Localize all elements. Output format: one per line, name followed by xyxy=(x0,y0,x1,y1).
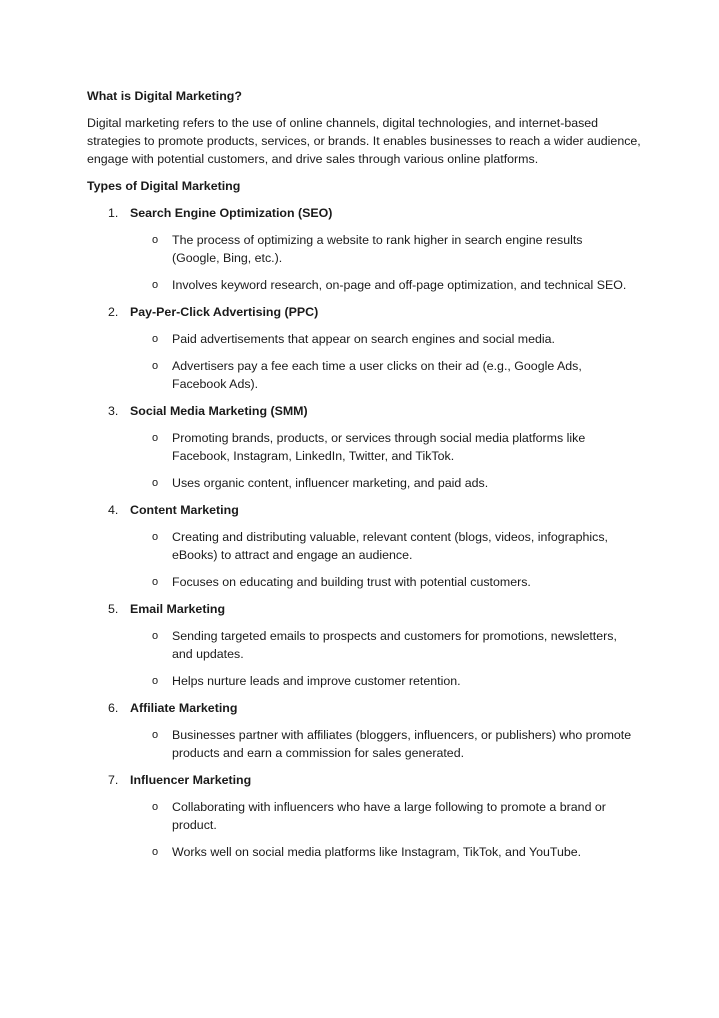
sub-list xyxy=(87,429,647,492)
sub-list-item xyxy=(87,429,647,465)
list-item xyxy=(87,771,647,861)
sub-list-text: Focuses on educating and building trust with potential customers. xyxy=(172,575,531,589)
list-number: 5. xyxy=(108,602,119,616)
types-list xyxy=(87,204,647,861)
sub-list-item xyxy=(87,276,647,294)
list-number: 4. xyxy=(108,503,119,517)
list-item-heading xyxy=(108,699,647,717)
sub-list xyxy=(87,798,647,861)
circle-bullet-icon: o xyxy=(152,234,159,246)
sub-list-item xyxy=(87,528,647,564)
sub-list-item xyxy=(87,474,647,492)
list-item-heading xyxy=(108,771,647,789)
circle-bullet-icon: o xyxy=(152,333,159,345)
sub-list-item xyxy=(87,573,647,591)
sub-list-text: The process of optimizing a website to rank higher in search engine results (Google, Bing, etc.). xyxy=(172,233,583,265)
sub-list-text: Helps nurture leads and improve customer retention. xyxy=(172,674,461,688)
list-number: 7. xyxy=(108,773,119,787)
list-item xyxy=(87,204,647,294)
list-item-title: Search Engine Optimization (SEO) xyxy=(130,206,333,220)
list-item-heading xyxy=(108,204,647,222)
list-number: 6. xyxy=(108,701,119,715)
list-number: 1. xyxy=(108,206,119,220)
page-title: What is Digital Marketing? xyxy=(87,89,242,103)
sub-list-text: Involves keyword research, on-page and off-page optimization, and technical SEO. xyxy=(172,278,627,292)
intro-paragraph: Digital marketing refers to the use of online channels, digital technologies, and internet-based strategies to promote products, services, or brands. It enables businesses to reach a wider audience, engage with potential customers, and drive sales through various online platforms. xyxy=(87,116,641,166)
list-number: 3. xyxy=(108,404,119,418)
list-item-title: Content Marketing xyxy=(130,503,239,517)
sub-list-text: Creating and distributing valuable, relevant content (blogs, videos, infographics, eBooks) to attract and engage an audience. xyxy=(172,530,608,562)
sub-list xyxy=(87,330,647,393)
types-heading: Types of Digital Marketing xyxy=(87,179,241,193)
sub-list xyxy=(87,627,647,690)
sub-list-text: Promoting brands, products, or services through social media platforms like Facebook, Instagram, LinkedIn, Twitter, and TikTok. xyxy=(172,431,586,463)
list-item xyxy=(87,501,647,591)
list-item-heading xyxy=(108,402,647,420)
list-item-title: Affiliate Marketing xyxy=(130,701,238,715)
circle-bullet-icon: o xyxy=(152,576,159,588)
circle-bullet-icon: o xyxy=(152,801,159,813)
document-page xyxy=(87,87,647,870)
sub-list-item xyxy=(87,357,647,393)
list-item xyxy=(87,699,647,762)
list-item-heading xyxy=(108,501,647,519)
circle-bullet-icon: o xyxy=(152,432,159,444)
sub-list-item xyxy=(87,843,647,861)
list-item-heading xyxy=(108,303,647,321)
sub-list-item xyxy=(87,726,647,762)
circle-bullet-icon: o xyxy=(152,846,159,858)
circle-bullet-icon: o xyxy=(152,630,159,642)
circle-bullet-icon: o xyxy=(152,279,159,291)
sub-list-item xyxy=(87,672,647,690)
list-item xyxy=(87,600,647,690)
circle-bullet-icon: o xyxy=(152,360,159,372)
sub-list xyxy=(87,528,647,591)
sub-list-text: Advertisers pay a fee each time a user clicks on their ad (e.g., Google Ads, Facebook Ads). xyxy=(172,359,582,391)
sub-list-item xyxy=(87,330,647,348)
circle-bullet-icon: o xyxy=(152,675,159,687)
sub-list-item xyxy=(87,798,647,834)
sub-list xyxy=(87,231,647,294)
sub-list-text: Businesses partner with affiliates (bloggers, influencers, or publishers) who promote products and earn a commission for sales generated. xyxy=(172,728,632,760)
circle-bullet-icon: o xyxy=(152,729,159,741)
list-item xyxy=(87,303,647,393)
list-item-title: Social Media Marketing (SMM) xyxy=(130,404,308,418)
sub-list-text: Works well on social media platforms like Instagram, TikTok, and YouTube. xyxy=(172,845,582,859)
sub-list-text: Uses organic content, influencer marketing, and paid ads. xyxy=(172,476,489,490)
sub-list-item xyxy=(87,231,647,267)
list-number: 2. xyxy=(108,305,119,319)
circle-bullet-icon: o xyxy=(152,531,159,543)
list-item-title: Influencer Marketing xyxy=(130,773,252,787)
sub-list-text: Sending targeted emails to prospects and customers for promotions, newsletters, and updates. xyxy=(172,629,617,661)
sub-list-text: Paid advertisements that appear on search engines and social media. xyxy=(172,332,555,346)
sub-list xyxy=(87,726,647,762)
sub-list-text: Collaborating with influencers who have a large following to promote a brand or product. xyxy=(172,800,606,832)
circle-bullet-icon: o xyxy=(152,477,159,489)
list-item-title: Email Marketing xyxy=(130,602,226,616)
sub-list-item xyxy=(87,627,647,663)
list-item-heading xyxy=(108,600,647,618)
list-item-title: Pay-Per-Click Advertising (PPC) xyxy=(130,305,319,319)
list-item xyxy=(87,402,647,492)
